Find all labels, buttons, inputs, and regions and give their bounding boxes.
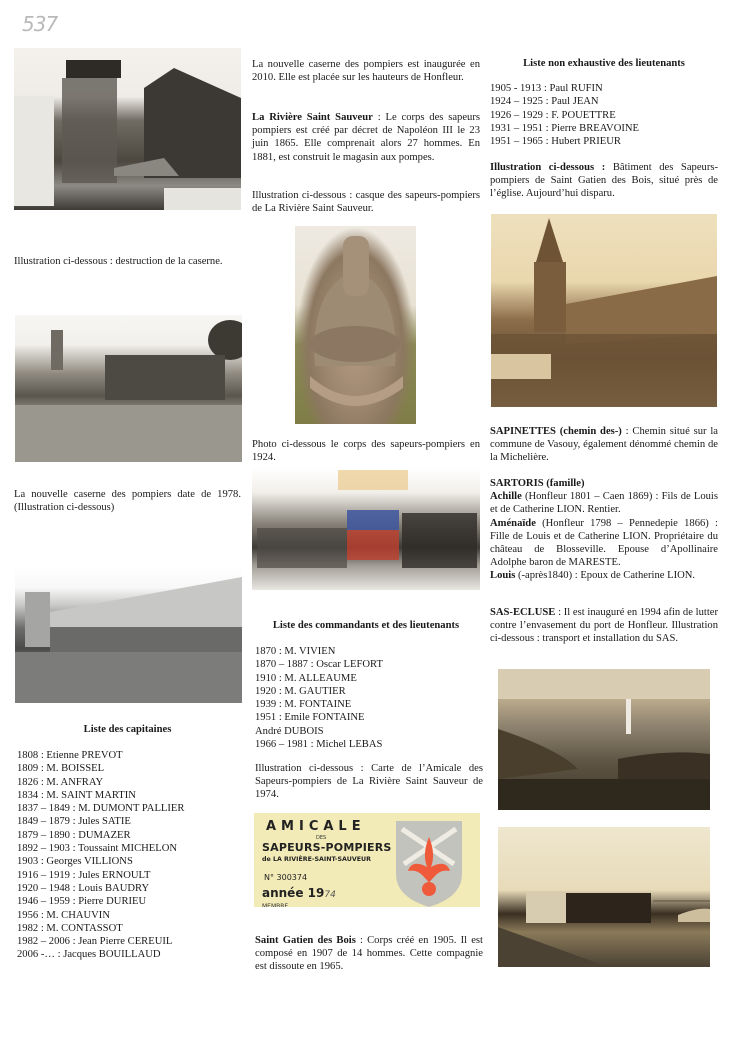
caserne-1978-illustration [15,567,242,703]
old-caserne-illustration [14,48,241,210]
list-item: 1905 - 1913 : Paul RUFIN [490,83,603,94]
saint-gatien-text: : Corps créé en 1905. Il est composé en 1907 de 14 hommes. Cette compagnie est dissoute en 1965. [255,935,483,973]
list-item: 1951 : Emile FONTAINE [255,712,365,724]
photo-destruction [15,315,242,462]
list-item: 1924 – 1925 : Paul JEAN [490,96,599,108]
card-year [262,886,336,900]
caption-1924: Photo ci-dessous le corps des sapeurs-pompiers en 1924. [252,439,480,464]
list-item: 1951 – 1965 : Hubert PRIEUR [490,136,621,148]
achille-name: Achille [490,491,522,503]
para-2010: La nouvelle caserne des pompiers est inaugurée en 2010. Elle est placée sur les hauteurs de Honfleur. [252,59,480,84]
list-item: 1849 – 1879 : Jules SATIE [17,816,131,828]
list-item: 1834 : M. SAINT MARTIN [17,789,136,801]
list-item: 1939 : M. FONTAINE [255,699,352,711]
sapinettes-text: : Chemin situé sur la commune de Vasouy, également dénommé chemin de la Michelière. [490,426,718,464]
commandants-title: Liste des commandants et des lieutenants [272,620,460,631]
list-item: 1808 : Etienne PREVOT [17,750,123,761]
photo-caserne-1978 [15,567,242,703]
list-item: 1870 : M. VIVIEN [255,646,336,657]
list-item: André DUBOIS [255,725,324,737]
list-item: 1966 – 1981 : Michel LEBAS [255,739,383,751]
helmet-illustration [295,226,416,424]
list-item: 1892 – 1903 : Toussaint MICHELON [17,843,178,855]
saint-gatien-title: Saint Gatien des Bois [255,935,356,946]
para-riviere [252,111,480,164]
card-year-label: année 19 [262,886,325,900]
louis-name: Louis [490,570,516,582]
fireman-shield-emblem-icon [394,819,464,907]
amenaide-name: Aménaïde [490,517,536,529]
list-item: 1903 : Georges VILLIONS [17,856,133,868]
riviere-text: : Le corps des sapeurs pompiers est créé par décret de Napoléon III le 23 juin 1865. Elle comprenait alors 27 hommes. En 1881, est construit le magasin aux pompes. [252,112,481,163]
lieutenants-list [490,82,718,148]
capitaines-list [17,749,244,962]
card-riviere: de LA RIVIÈRE-SAINT-SAUVEUR [262,856,371,863]
amicale-card [254,813,480,907]
list-item: 1910 : M. ALLEAUME [255,672,357,684]
list-item: 1982 : M. CONTASSOT [17,922,123,934]
card-des: DES [316,835,327,841]
caption-destruction: Illustration ci-dessous : destruction de la caserne. [14,256,223,267]
card-year-handwritten: 74 [324,890,336,900]
card-membre-cut: MEMBRE [262,903,289,907]
list-item: 1920 : M. GAUTIER [255,685,346,697]
photo-helmet [295,226,416,424]
lieutenants-title: Liste non exhaustive des lieutenants [523,58,685,69]
card-number: N° 300374 [264,873,308,882]
caption-casque: Illustration ci-dessous : casque des sapeurs-pompiers de La Rivière Saint Sauveur. [252,190,480,215]
para-saint-gatien [255,934,483,974]
photo-harbor [498,669,710,810]
riviere-title: La Rivière Saint Sauveur [252,112,373,123]
sapinettes-title: SAPINETTES (chemin des-) [490,426,622,437]
list-item: 1931 – 1951 : Pierre BREAVOINE [490,122,639,134]
church-illustration [491,214,717,407]
list-item: 2006 -… : Jacques BOUILLAUD [17,949,161,961]
sartoris-title: SARTORIS (famille) [490,478,585,489]
list-item: 1926 – 1929 : F. POUETTRE [490,109,616,121]
card-sapeurs-pompiers: SAPEURS-POMPIERS [262,841,392,854]
list-item: 1946 – 1959 : Pierre DURIEU [17,896,147,908]
page-number: 537 [22,12,58,36]
amenaide-text: (Honfleur 1798 – Pennedepie 1866) : Fille de Louis et de Catherine LION. Propriétaire du château de Blosseville. Epouse d’Apollinaire Adolphe baron de MARESTE. [490,517,718,569]
photo-corps-1924 [252,468,480,590]
list-item: 1879 – 1890 : DUMAZER [17,829,131,841]
sas-illustration [498,827,710,967]
caption-1978: La nouvelle caserne des pompiers date de 1978. (Illustration ci-dessous) [14,489,241,514]
sas-text: : Il est inauguré en 1994 afin de lutter contre l’envasement du port de Honfleur. Illustration ci-dessous : transport et installation du SAS. [490,607,718,645]
illus-text: Bâtiment des Sapeurs-pompiers de Saint Gatien des Bois, situé près de l’église. Aujourd’hui disparu. [490,162,718,200]
capitaines-title: Liste des capitaines [83,724,172,735]
illus-label: Illustration ci-dessous : [490,162,606,173]
photo-sas [498,827,710,967]
caption-carte: Illustration ci-dessous : Carte de l’Amicale des Sapeurs-pompiers de La Rivière Saint Sauveur de 1974. [255,763,483,801]
para-sartoris [490,477,718,583]
list-item: 1956 : M. CHAUVIN [17,909,110,921]
corps-1924-illustration [252,468,480,590]
card-amicale: AMICALE [266,819,366,834]
commandants-list [255,645,483,751]
para-sapinettes [490,425,718,465]
photo-church [491,214,717,407]
photo-old-caserne [14,48,241,210]
destruction-illustration [15,315,242,462]
harbor-illustration [498,669,710,810]
list-item: 1916 – 1919 : Jules ERNOULT [17,869,151,881]
para-sas-ecluse [490,606,718,646]
list-item: 1837 – 1849 : M. DUMONT PALLIER [17,803,185,815]
list-item: 1920 – 1948 : Louis BAUDRY [17,882,150,894]
para-illus-gatien [490,161,718,201]
list-item: 1870 – 1887 : Oscar LEFORT [255,659,383,671]
achille-text: (Honfleur 1801 – Caen 1869) : Fils de Louis et de Catherine LION. Rentier. [490,491,718,516]
list-item: 1826 : M. ANFRAY [17,776,104,788]
sas-title: SAS-ECLUSE [490,607,556,618]
louis-text: (-après1840) : Epoux de Catherine LION. [515,570,696,582]
list-item: 1982 – 2006 : Jean Pierre CEREUIL [17,936,173,948]
list-item: 1809 : M. BOISSEL [17,763,105,775]
